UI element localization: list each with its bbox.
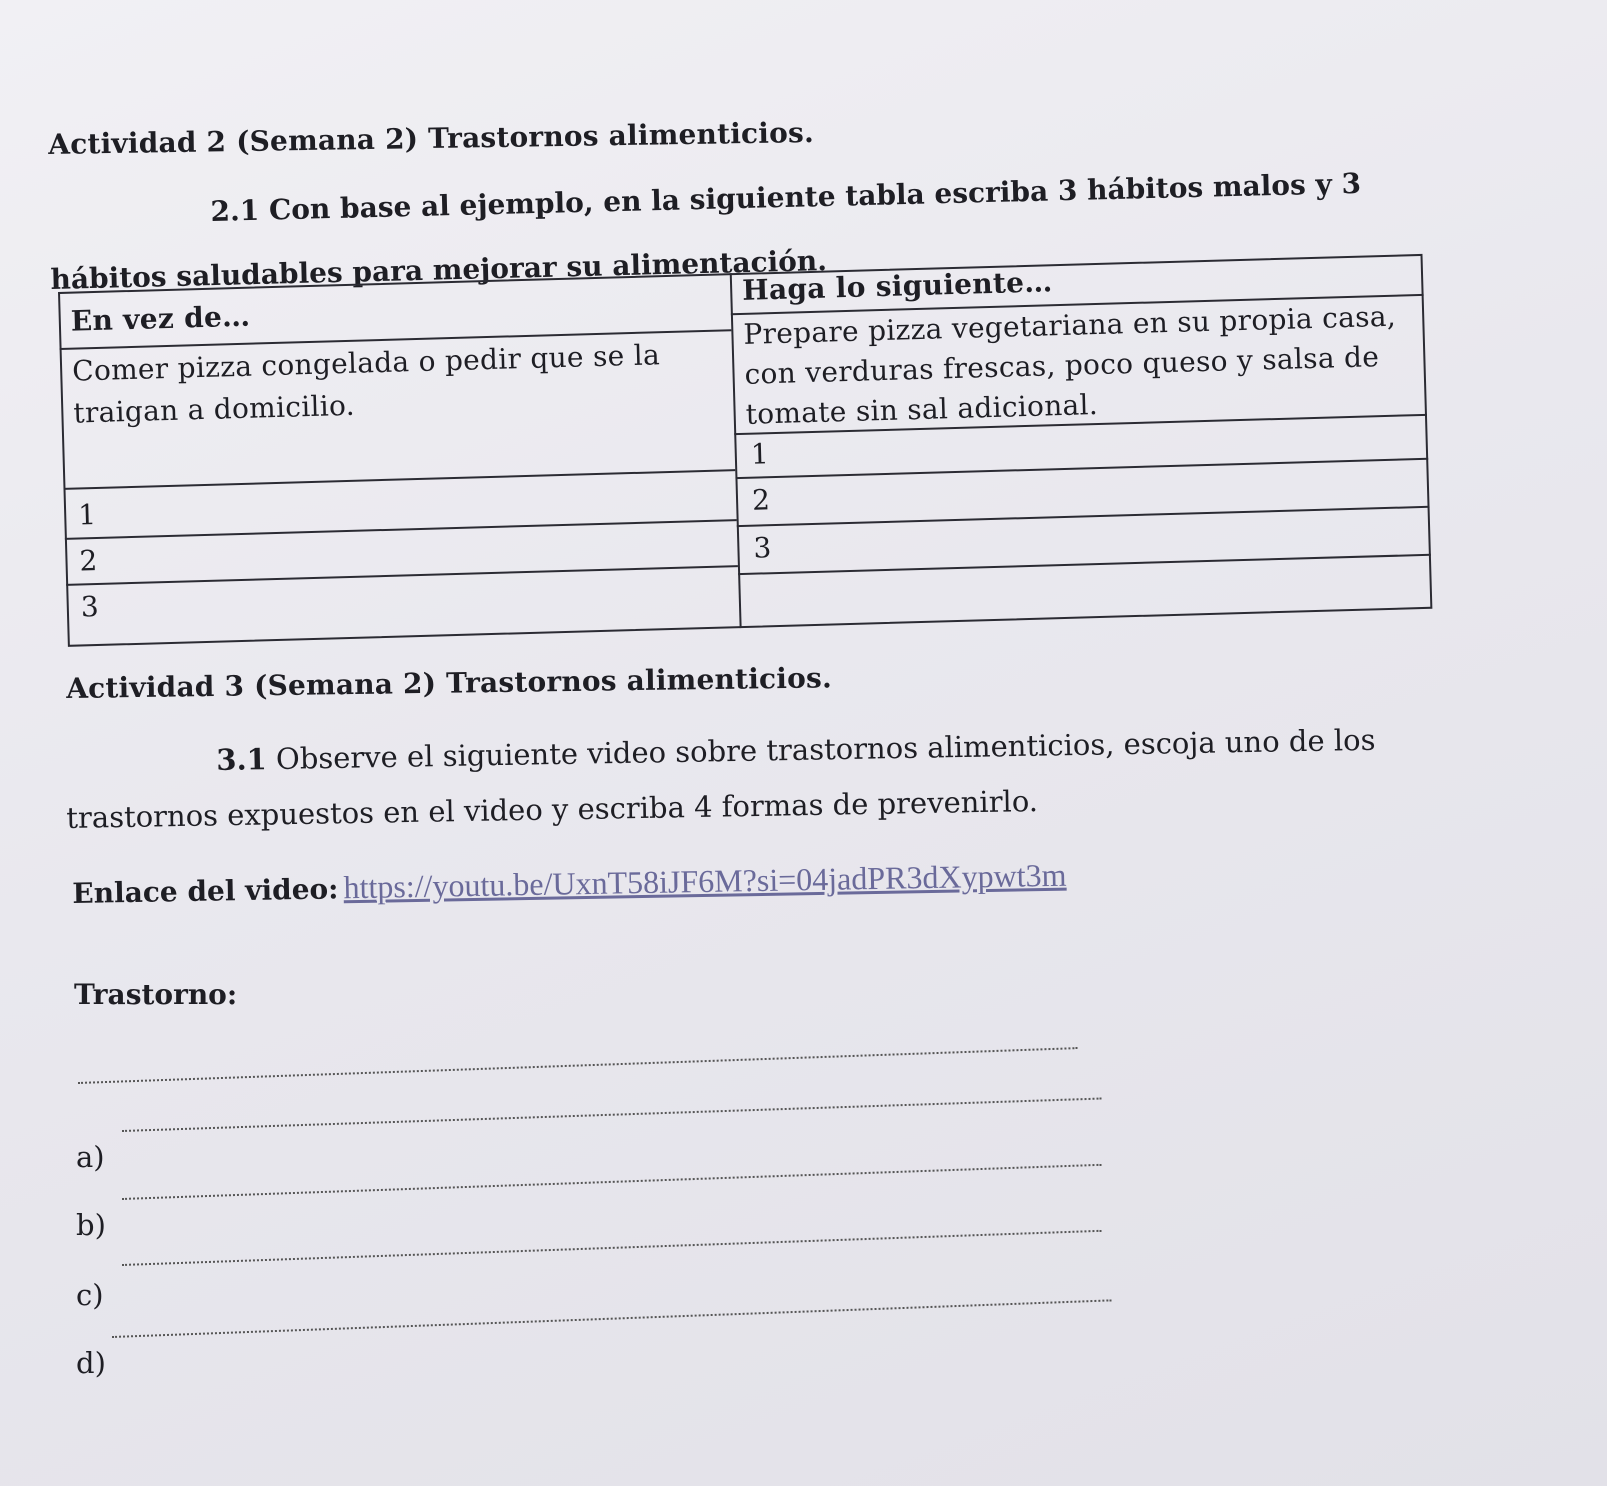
option-a-answer-line[interactable] [122, 1164, 1101, 1200]
example-right-line3: tomate sin sal adicional. [745, 388, 1099, 431]
example-right-line2: con verduras frescas, poco queso y salsa de [744, 340, 1380, 391]
activity2-instruction-line2: hábitos saludables para mejorar su alimentación. [50, 244, 828, 296]
video-link-row [72, 857, 1067, 911]
example-right-line1: Prepare pizza vegetariana en su propia casa, [742, 299, 1397, 351]
disorder-answer-line[interactable] [78, 1047, 1077, 1084]
col1-header: En vez de… [70, 299, 251, 338]
activity2-instruction-line1: 2.1 Con base al ejemplo, en la siguiente tabla escriba 3 hábitos malos y 3 [210, 166, 1362, 228]
answer-line-1[interactable] [122, 1098, 1102, 1132]
table-row-right-2[interactable]: 2 [751, 483, 771, 517]
option-c-answer-line[interactable] [112, 1299, 1111, 1338]
example-left-line2: traigan a domicilio. [72, 388, 356, 430]
table-row-right-3[interactable]: 3 [752, 531, 773, 565]
video-link-label: Enlace del video: [72, 872, 339, 910]
activity3-instruction-number: 3.1 [216, 742, 268, 777]
option-c-label: c) [76, 1278, 104, 1312]
activity3-instruction-line1 [216, 720, 1376, 780]
activity3-instruction-text: Observe el siguiente video sobre trastornos alimenticios, escoja uno de los [266, 722, 1376, 777]
option-b-label: b) [76, 1208, 106, 1242]
activity2-title: Actividad 2 (Semana 2) Trastornos alimenticios. [48, 115, 815, 161]
activity3-title: Actividad 3 (Semana 2) Trastornos alimenticios. [66, 661, 833, 705]
example-left-line1: Comer pizza congelada o pedir que se la [71, 338, 661, 388]
activity3-instruction-line2: trastornos expuestos en el video y escriba 4 formas de prevenirlo. [66, 784, 1039, 835]
table-row-left-2[interactable]: 2 [79, 544, 99, 578]
habits-table [58, 254, 1432, 647]
table-row-left-3[interactable]: 3 [80, 589, 100, 624]
video-link[interactable]: https://youtu.be/UxnT58iJF6M?si=04jadPR3dXypwt3m [343, 856, 1067, 906]
option-d-label: d) [76, 1346, 106, 1380]
table-row-left-1[interactable]: 1 [77, 498, 97, 532]
disorder-label: Trastorno: [74, 978, 238, 1011]
table-row-right-1[interactable]: 1 [750, 437, 770, 471]
option-b-answer-line[interactable] [122, 1230, 1101, 1266]
col2-header: Haga lo siguiente… [741, 265, 1053, 307]
option-a-label: a) [76, 1140, 105, 1174]
